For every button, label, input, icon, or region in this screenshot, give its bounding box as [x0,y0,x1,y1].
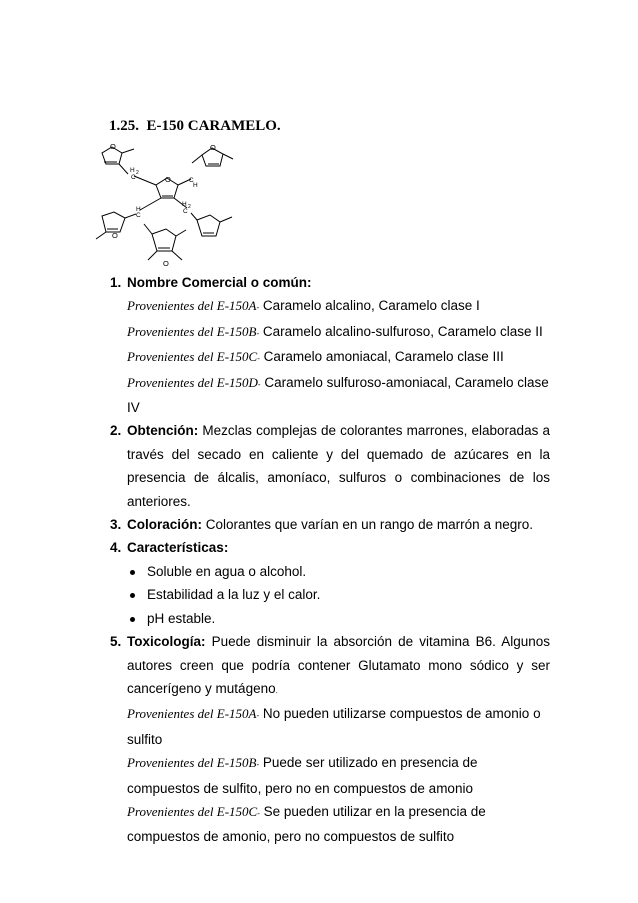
item-heading [127,271,550,294]
item-text: Mezclas complejas de colorantes marrones, elaboradas a través del secado en caliente y del quemado de azúcares en la presencia de álcalis, amoníaco, sulfuros o combinaciones de los anteriores. [127,423,550,509]
atom-label: O [110,142,116,151]
atom-label: H [193,182,198,189]
atom-label: O [112,231,118,240]
item-label: Toxicología: [127,634,206,650]
bullet-icon [130,570,135,575]
item-number: 5. [110,634,122,650]
atom-label: 2 [188,204,191,210]
list-item [127,583,550,606]
item-number: 3. [110,517,122,533]
source-prefix: Provenientes del E-150B [127,323,257,339]
item-label: Nombre Comercial o común: [127,275,312,290]
section-title [109,118,281,135]
item-text: No pueden utilizarse compuestos de amonio o sulfito [127,706,541,747]
source-prefix: Provenientes del E-150B [127,755,257,771]
item-label: Coloración: [127,517,203,533]
item-heading [127,536,550,559]
list-item [127,800,550,849]
list-item [127,345,550,370]
atom-label: O [210,143,216,152]
list-item-obtencion [110,419,550,513]
list-item [127,320,550,345]
list-item-coloracion [110,513,550,536]
item-text: Caramelo sulfuroso-amoniacal, Caramelo clase IV [127,374,549,416]
source-prefix: Provenientes del E-150D [127,374,258,390]
item-text: Caramelo alcalino, Caramelo clase I [259,298,480,314]
item-text-end: . [275,685,278,695]
atom-label: O [163,259,169,268]
bullet-text: Soluble en agua o alcohol. [147,563,307,579]
bullet-icon [130,617,135,622]
source-prefix: Provenientes del E-150C [127,349,258,365]
list-item [127,702,550,751]
source-dash: - [256,303,260,313]
bullet-text: pH estable. [147,610,216,626]
list-item-caracteristicas [110,536,550,630]
list-item [127,607,550,630]
numbered-list [110,271,550,849]
item-label: Características: [127,540,229,556]
item-text: Puede disminuir la absorción de vitamina B6. Algunos autores creen que podría contener Glutamato mono sódico y ser cancerígeno y mutágeno [127,634,550,696]
list-item [127,371,550,420]
source-dash: - [257,379,261,389]
atom-label: C [136,212,141,219]
caramel-structure-diagram [92,138,252,270]
atom-label: 2 [136,170,139,176]
source-dash: - [256,328,260,338]
source-prefix: Provenientes del E-150C [127,803,258,819]
item-number: 4. [110,540,122,556]
item-text: Colorantes que varían en un rango de marrón a negro. [202,517,533,533]
atom-label: C [183,208,188,215]
item-paragraph [127,513,550,536]
atom-label: H [182,201,187,208]
bullet-icon [130,593,135,598]
item-paragraph [127,630,550,702]
item-text: Puede ser utilizado en presencia de compuestos de sulfito, pero no en compuestos de amonio [127,755,478,796]
list-item-toxicologia [110,630,550,849]
atom-label: C [131,174,136,181]
item-text: Caramelo amoniacal, Caramelo clase III [259,349,504,365]
source-prefix: Provenientes del E-150A [127,706,257,722]
item-number: 1. [110,275,122,290]
list-item-nombre [110,271,550,419]
source-dash: - [257,354,260,364]
item-label: Obtención: [127,423,199,439]
list-item [127,751,550,800]
source-dash: - [256,711,260,721]
atom-label: O [165,175,171,184]
item-text: Caramelo alcalino-sulfuroso, Caramelo clase II [259,323,543,339]
atom-label: H [136,206,141,213]
source-prefix: Provenientes del E-150A [127,298,257,314]
item-number: 2. [110,423,122,439]
list-item [127,294,550,319]
bullet-text: Estabilidad a la luz y el calor. [147,587,321,603]
section-number: 1.25. [109,118,139,134]
atom-label: C [189,177,194,184]
item-text: Se pueden utilizar en la presencia de compuestos de amonio, pero no compuestos de sulfito [127,803,486,845]
source-dash: - [256,760,260,770]
item-paragraph [127,419,550,513]
bullet-list [127,560,550,630]
list-item [127,560,550,583]
source-dash: - [257,808,260,818]
section-title-text: E-150 CARAMELO. [146,118,281,134]
atom-label: H [130,167,135,174]
